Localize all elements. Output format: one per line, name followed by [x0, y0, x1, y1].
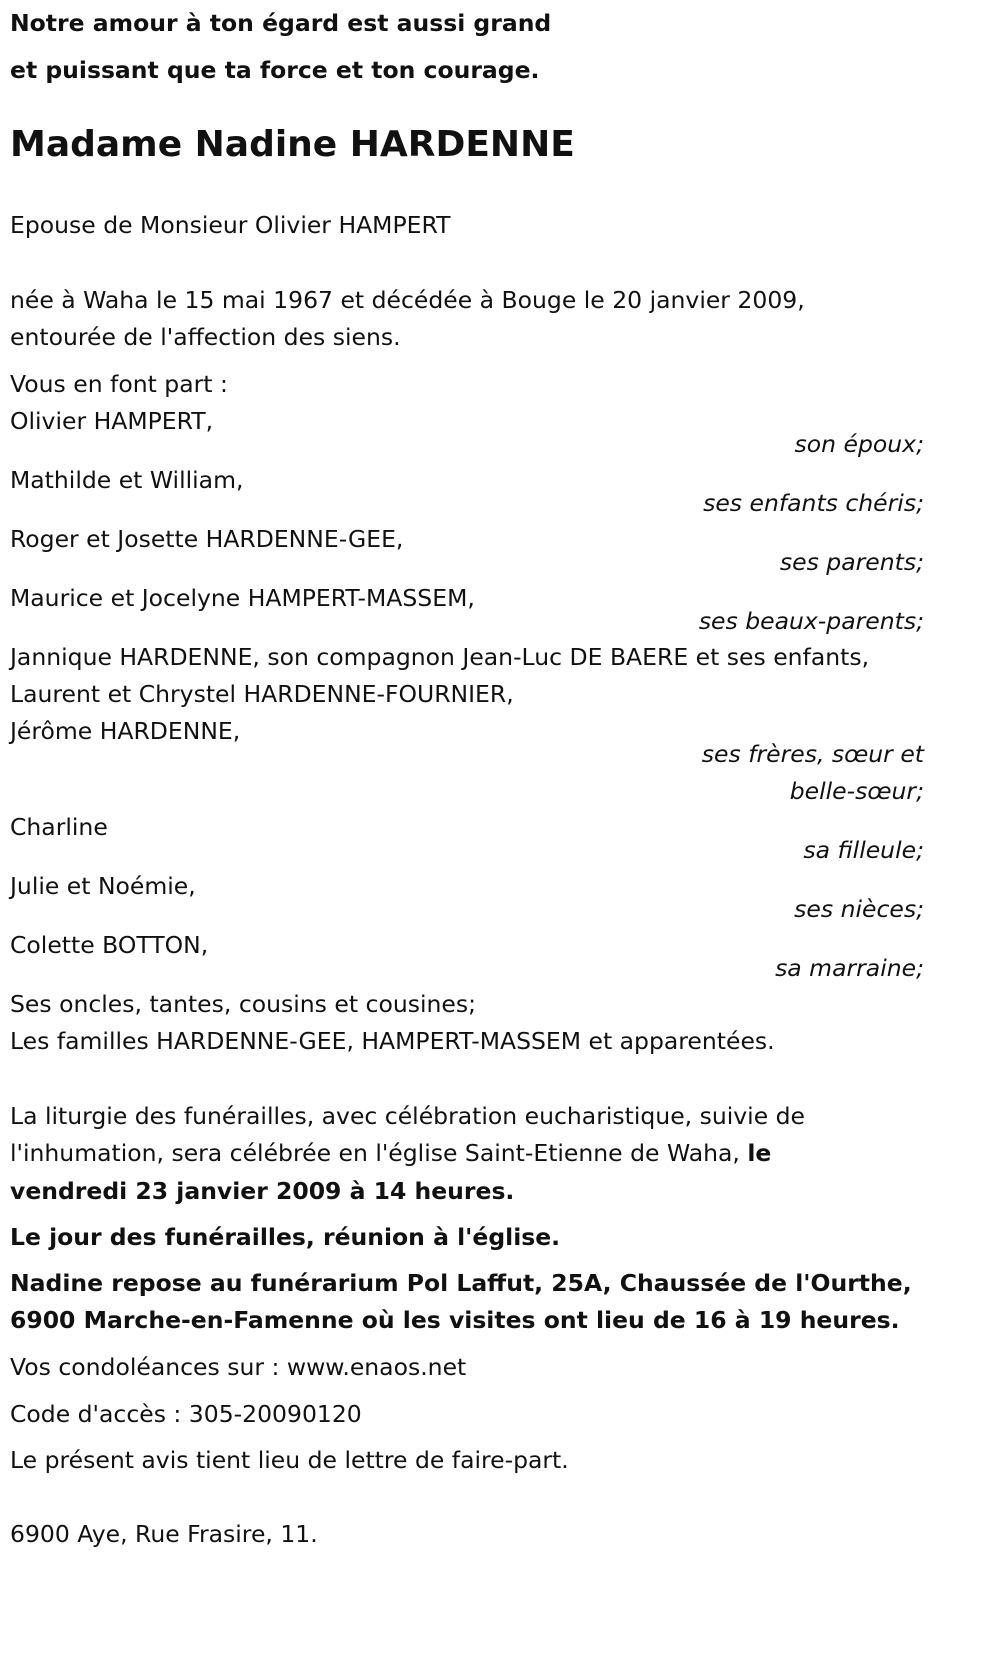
family-names: Maurice et Jocelyne HAMPERT-MASSEM,: [10, 584, 475, 612]
family-relation: ses frères, sœur et: [701, 740, 924, 768]
access-code-line: Code d'accès : 305-20090120: [10, 1400, 362, 1428]
notice-line: Le présent avis tient lieu de lettre de faire-part.: [10, 1446, 569, 1474]
family-names: Colette BOTTON,: [10, 931, 209, 959]
deceased-name: Madame Nadine HARDENNE: [10, 124, 575, 165]
family-relation: ses nièces;: [794, 895, 924, 923]
epigraph-line-1: Notre amour à ton égard est aussi grand: [10, 9, 552, 37]
family-relation: belle-sœur;: [789, 777, 924, 805]
family-relation: ses parents;: [779, 548, 924, 576]
spouse-line: Epouse de Monsieur Olivier HAMPERT: [10, 211, 451, 239]
family-names: Julie et Noémie,: [10, 872, 196, 900]
funerarium-line-2: 6900 Marche-en-Famenne où les visites ont lieu de 16 à 19 heures.: [10, 1306, 900, 1334]
family-relation: sa marraine;: [775, 954, 924, 982]
epigraph-line-2: et puissant que ta force et ton courage.: [10, 56, 540, 84]
family-relation: ses enfants chéris;: [703, 489, 924, 517]
family-names: Mathilde et William,: [10, 466, 244, 494]
birth-death-line-2: entourée de l'affection des siens.: [10, 323, 401, 351]
liturgy-line-1: La liturgie des funérailles, avec célébration eucharistique, suivie de: [10, 1102, 805, 1130]
family-relation: son époux;: [794, 430, 924, 458]
extended-family-line: Ses oncles, tantes, cousins et cousines;: [10, 990, 477, 1018]
condolences-line: Vos condoléances sur : www.enaos.net: [10, 1353, 467, 1381]
family-names: Olivier HAMPERT,: [10, 407, 214, 435]
family-names: Charline: [10, 813, 108, 841]
extended-family-line: Les familles HARDENNE-GEE, HAMPERT-MASSEM et apparentées.: [10, 1027, 775, 1055]
address-line: 6900 Aye, Rue Frasire, 11.: [10, 1520, 318, 1548]
liturgy-line-2: [10, 1139, 772, 1167]
family-relation: sa filleule;: [803, 836, 924, 864]
family-relation: ses beaux-parents;: [698, 607, 924, 635]
family-names: Jannique HARDENNE, son compagnon Jean-Luc DE BAERE et ses enfants,: [10, 643, 870, 671]
reunion-line: Le jour des funérailles, réunion à l'église.: [10, 1223, 561, 1251]
birth-death-line-1: née à Waha le 15 mai 1967 et décédée à Bouge le 20 janvier 2009,: [10, 286, 805, 314]
funerarium-line-1: Nadine repose au funérarium Pol Laffut, 25A, Chaussée de l'Ourthe,: [10, 1269, 912, 1297]
liturgy-text: l'inhumation, sera célébrée en l'église Saint-Etienne de Waha,: [10, 1139, 748, 1167]
liturgy-date-prefix: le: [747, 1139, 772, 1167]
liturgy-date: vendredi 23 janvier 2009 à 14 heures.: [10, 1177, 515, 1205]
family-names: Jérôme HARDENNE,: [10, 717, 241, 745]
family-names: Roger et Josette HARDENNE-GEE,: [10, 525, 404, 553]
intro-line: Vous en font part :: [10, 370, 228, 398]
family-names: Laurent et Chrystel HARDENNE-FOURNIER,: [10, 680, 514, 708]
